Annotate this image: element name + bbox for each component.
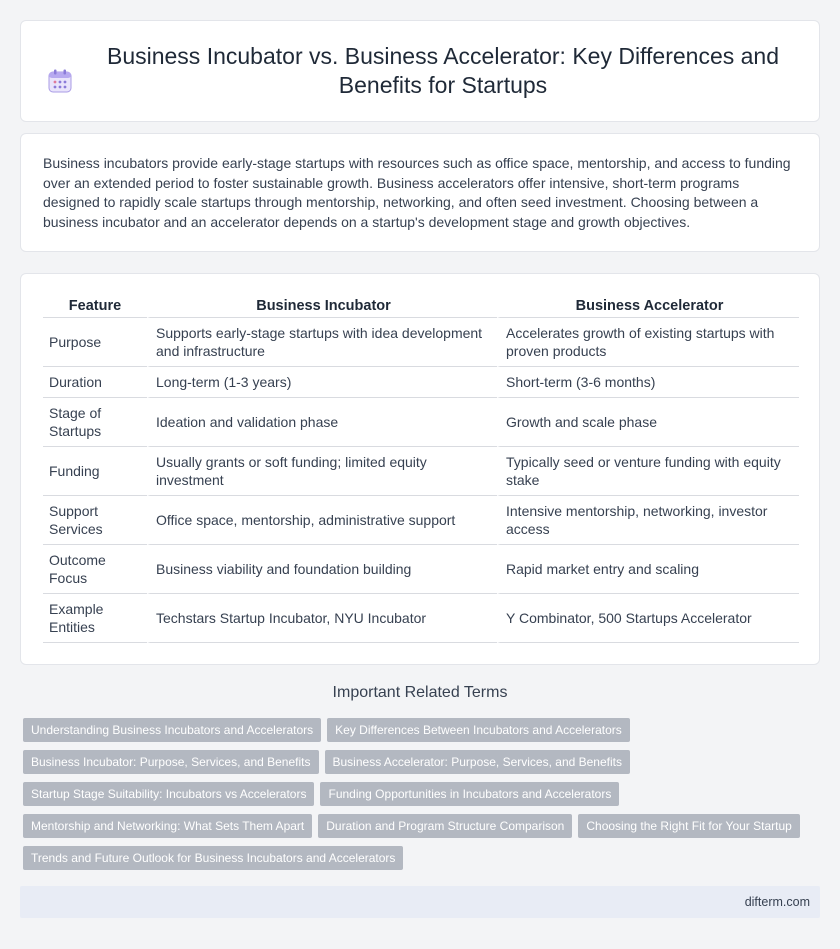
- related-term-link[interactable]: Trends and Future Outlook for Business Incubators and Accelerators: [23, 846, 403, 870]
- related-terms-list: [23, 718, 813, 878]
- incubator-cell: Usually grants or soft funding; limited equity investment: [147, 447, 497, 496]
- feature-cell: Example Entities: [43, 594, 147, 643]
- accelerator-cell: Rapid market entry and scaling: [497, 545, 799, 594]
- tag-row: [23, 814, 813, 838]
- table-row: [43, 447, 799, 496]
- feature-cell: Funding: [43, 447, 147, 496]
- accelerator-cell: Short-term (3-6 months): [497, 367, 799, 398]
- comparison-table: [43, 292, 799, 643]
- incubator-cell: Long-term (1-3 years): [147, 367, 497, 398]
- tag-row: [23, 846, 813, 870]
- related-term-link[interactable]: Business Incubator: Purpose, Services, and Benefits: [23, 750, 319, 774]
- footer-site-link[interactable]: difterm.com: [744, 895, 810, 909]
- incubator-cell: Techstars Startup Incubator, NYU Incubator: [147, 594, 497, 643]
- feature-cell: Support Services: [43, 496, 147, 545]
- related-terms-title: Important Related Terms: [332, 684, 508, 701]
- table-row: [43, 318, 799, 367]
- related-term-link[interactable]: Key Differences Between Incubators and Accelerators: [327, 718, 630, 742]
- table-row: [43, 594, 799, 643]
- header-card: [20, 20, 820, 122]
- feature-cell: Duration: [43, 367, 147, 398]
- related-term-link[interactable]: Funding Opportunities in Incubators and Accelerators: [320, 782, 619, 806]
- tag-row: [23, 718, 813, 742]
- table-header-row: [43, 292, 799, 318]
- incubator-cell: Ideation and validation phase: [147, 398, 497, 447]
- related-term-link[interactable]: Duration and Program Structure Comparison: [318, 814, 572, 838]
- accelerator-cell: Typically seed or venture funding with equity stake: [497, 447, 799, 496]
- intro-card: [20, 133, 820, 252]
- related-term-link[interactable]: Mentorship and Networking: What Sets Them Apart: [23, 814, 312, 838]
- accelerator-cell: Growth and scale phase: [497, 398, 799, 447]
- tag-row: [23, 750, 813, 774]
- header-accelerator: Business Accelerator: [497, 292, 799, 318]
- incubator-cell: Supports early-stage startups with idea development and infrastructure: [147, 318, 497, 367]
- table-row: [43, 496, 799, 545]
- related-term-link[interactable]: Startup Stage Suitability: Incubators vs Accelerators: [23, 782, 314, 806]
- footer: [20, 886, 820, 918]
- related-term-link[interactable]: Business Accelerator: Purpose, Services, and Benefits: [325, 750, 630, 774]
- incubator-cell: Business viability and foundation building: [147, 545, 497, 594]
- table-row: [43, 545, 799, 594]
- tag-row: [23, 782, 813, 806]
- accelerator-cell: Intensive mentorship, networking, investor access: [497, 496, 799, 545]
- feature-cell: Purpose: [43, 318, 147, 367]
- comparison-card: [20, 273, 820, 665]
- header-feature: Feature: [43, 292, 147, 318]
- related-term-link[interactable]: Choosing the Right Fit for Your Startup: [578, 814, 799, 838]
- table-row: [43, 398, 799, 447]
- related-term-link[interactable]: Understanding Business Incubators and Accelerators: [23, 718, 321, 742]
- header-incubator: Business Incubator: [147, 292, 497, 318]
- feature-cell: Stage of Startups: [43, 398, 147, 447]
- table-row: [43, 367, 799, 398]
- accelerator-cell: Y Combinator, 500 Startups Accelerator: [497, 594, 799, 643]
- page-title: Business Incubator vs. Business Accelerator: Key Differences and Benefits for Startups: [106, 43, 780, 98]
- feature-cell: Outcome Focus: [43, 545, 147, 594]
- calendar-icon: [47, 68, 73, 94]
- accelerator-cell: Accelerates growth of existing startups with proven products: [497, 318, 799, 367]
- intro-paragraph: Business incubators provide early-stage startups with resources such as office space, mentorship, and access to funding over an extended period to foster sustainable growth. Business accelerators offer intensive, short-term programs designed to rapidly scale startups through mentorship, networking, and often seed investment. Choosing between a business incubator and an accelerator depends on a startup's development stage and growth objectives.: [43, 155, 791, 230]
- incubator-cell: Office space, mentorship, administrative support: [147, 496, 497, 545]
